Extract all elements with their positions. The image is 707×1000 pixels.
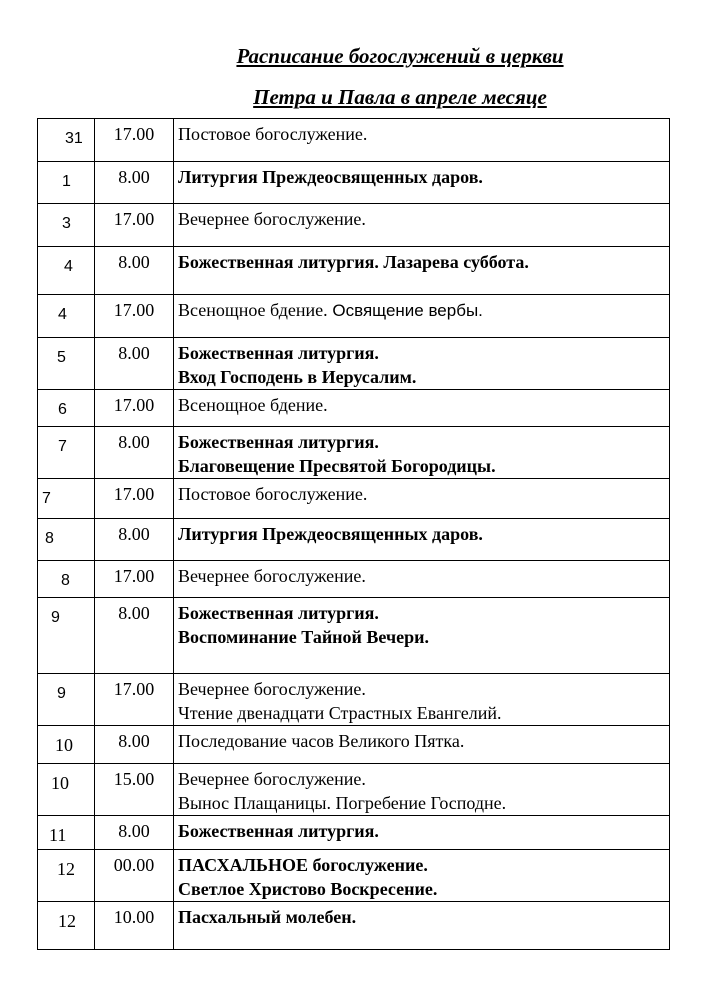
- service-line: Литургия Преждеосвященных даров.: [178, 167, 483, 187]
- day-number: 4: [58, 306, 67, 323]
- time-cell: 8.00: [95, 427, 174, 479]
- service-line: Всенощное бдение.: [178, 395, 328, 415]
- day-number: 6: [58, 401, 67, 418]
- day-number: 12: [57, 859, 75, 879]
- table-row: [38, 479, 670, 519]
- service-line: Вход Господень в Иерусалим.: [178, 367, 417, 387]
- day-cell: [38, 390, 95, 427]
- service-line: Вечернее богослужение.: [178, 566, 366, 586]
- day-cell: [38, 850, 95, 902]
- service-line: Божественная литургия.: [178, 603, 379, 623]
- day-number: 5: [57, 349, 66, 366]
- service-cell: [174, 295, 670, 338]
- service-cell: [174, 561, 670, 598]
- day-cell: [38, 204, 95, 247]
- day-number: 31: [65, 130, 83, 147]
- day-number: 11: [49, 825, 67, 845]
- table-row: [38, 764, 670, 816]
- day-cell: [38, 427, 95, 479]
- day-cell: [38, 479, 95, 519]
- day-number: 7: [42, 490, 51, 507]
- day-cell: [38, 902, 95, 950]
- service-line: Божественная литургия.: [178, 432, 379, 452]
- service-line: Чтение двенадцати Страстных Евангелий.: [178, 703, 502, 723]
- page-title: Расписание богослужений в церкви: [236, 44, 564, 68]
- schedule-table: [37, 118, 670, 950]
- table-row: [38, 427, 670, 479]
- day-cell: [38, 561, 95, 598]
- time-cell: 17.00: [95, 295, 174, 338]
- time-cell: 8.00: [95, 338, 174, 390]
- day-cell: [38, 338, 95, 390]
- service-line: Светлое Христово Воскресение.: [178, 879, 438, 899]
- service-cell: [174, 119, 670, 162]
- service-line: Литургия Преждеосвященных даров.: [178, 524, 483, 544]
- service-line: Пасхальный молебен.: [178, 907, 357, 927]
- service-line: Благовещение Пресвятой Богородицы.: [178, 456, 496, 476]
- day-number: 10: [51, 773, 69, 793]
- service-line: Всенощное бдение.: [178, 300, 328, 320]
- service-cell: [174, 726, 670, 764]
- service-cell: [174, 598, 670, 674]
- service-extra: Освящение вербы.: [327, 301, 483, 320]
- time-cell: 17.00: [95, 561, 174, 598]
- day-number: 3: [62, 215, 71, 232]
- time-cell: 00.00: [95, 850, 174, 902]
- service-line: Божественная литургия.: [178, 821, 379, 841]
- service-line: Постовое богослужение.: [178, 124, 368, 144]
- day-cell: [38, 726, 95, 764]
- day-number: 10: [55, 735, 73, 755]
- service-cell: [174, 479, 670, 519]
- time-cell: 8.00: [95, 598, 174, 674]
- time-cell: 17.00: [95, 204, 174, 247]
- service-cell: [174, 427, 670, 479]
- day-cell: [38, 816, 95, 850]
- table-row: [38, 902, 670, 950]
- service-line: Воспоминание Тайной Вечери.: [178, 627, 429, 647]
- service-line: ПАСХАЛЬНОЕ богослужение.: [178, 855, 428, 875]
- page-subtitle: Петра и Павла в апреле месяце: [253, 85, 547, 109]
- service-cell: [174, 338, 670, 390]
- time-cell: 17.00: [95, 479, 174, 519]
- service-line: Божественная литургия.: [178, 343, 379, 363]
- table-row: [38, 726, 670, 764]
- time-cell: 17.00: [95, 390, 174, 427]
- table-row: [38, 390, 670, 427]
- day-cell: [38, 764, 95, 816]
- table-row: [38, 204, 670, 247]
- service-cell: [174, 902, 670, 950]
- service-line: Постовое богослужение.: [178, 484, 368, 504]
- day-number: 4: [64, 258, 73, 275]
- service-line: Вечернее богослужение.: [178, 769, 366, 789]
- table-row: [38, 247, 670, 295]
- table-row: [38, 338, 670, 390]
- service-line: Последование часов Великого Пятка.: [178, 731, 465, 751]
- time-cell: 10.00: [95, 902, 174, 950]
- service-line: Вечернее богослужение.: [178, 209, 366, 229]
- day-cell: [38, 519, 95, 561]
- service-cell: [174, 204, 670, 247]
- service-cell: [174, 674, 670, 726]
- day-number: 9: [57, 685, 66, 702]
- time-cell: 8.00: [95, 816, 174, 850]
- table-row: [38, 162, 670, 204]
- table-row: [38, 295, 670, 338]
- time-cell: 8.00: [95, 162, 174, 204]
- schedule-body: [38, 119, 670, 950]
- day-number: 1: [62, 173, 71, 190]
- time-cell: 15.00: [95, 764, 174, 816]
- time-cell: 8.00: [95, 519, 174, 561]
- day-cell: [38, 247, 95, 295]
- day-number: 8: [61, 572, 70, 589]
- service-line: Вынос Плащаницы. Погребение Господне.: [178, 793, 507, 813]
- table-row: [38, 519, 670, 561]
- table-row: [38, 816, 670, 850]
- table-row: [38, 598, 670, 674]
- table-row: [38, 119, 670, 162]
- day-cell: [38, 119, 95, 162]
- table-row: [38, 850, 670, 902]
- service-cell: [174, 850, 670, 902]
- day-cell: [38, 674, 95, 726]
- service-cell: [174, 519, 670, 561]
- day-number: 8: [45, 530, 54, 547]
- service-cell: [174, 162, 670, 204]
- time-cell: 8.00: [95, 726, 174, 764]
- day-number: 9: [51, 609, 60, 626]
- service-cell: [174, 390, 670, 427]
- day-number: 7: [58, 438, 67, 455]
- service-cell: [174, 764, 670, 816]
- table-row: [38, 561, 670, 598]
- service-cell: [174, 816, 670, 850]
- time-cell: 17.00: [95, 674, 174, 726]
- day-cell: [38, 598, 95, 674]
- service-line: Божественная литургия. Лазарева суббота.: [178, 252, 529, 272]
- day-cell: [38, 162, 95, 204]
- service-line: Вечернее богослужение.: [178, 679, 366, 699]
- table-row: [38, 674, 670, 726]
- time-cell: 8.00: [95, 247, 174, 295]
- service-cell: [174, 247, 670, 295]
- day-cell: [38, 295, 95, 338]
- time-cell: 17.00: [95, 119, 174, 162]
- day-number: 12: [58, 911, 76, 931]
